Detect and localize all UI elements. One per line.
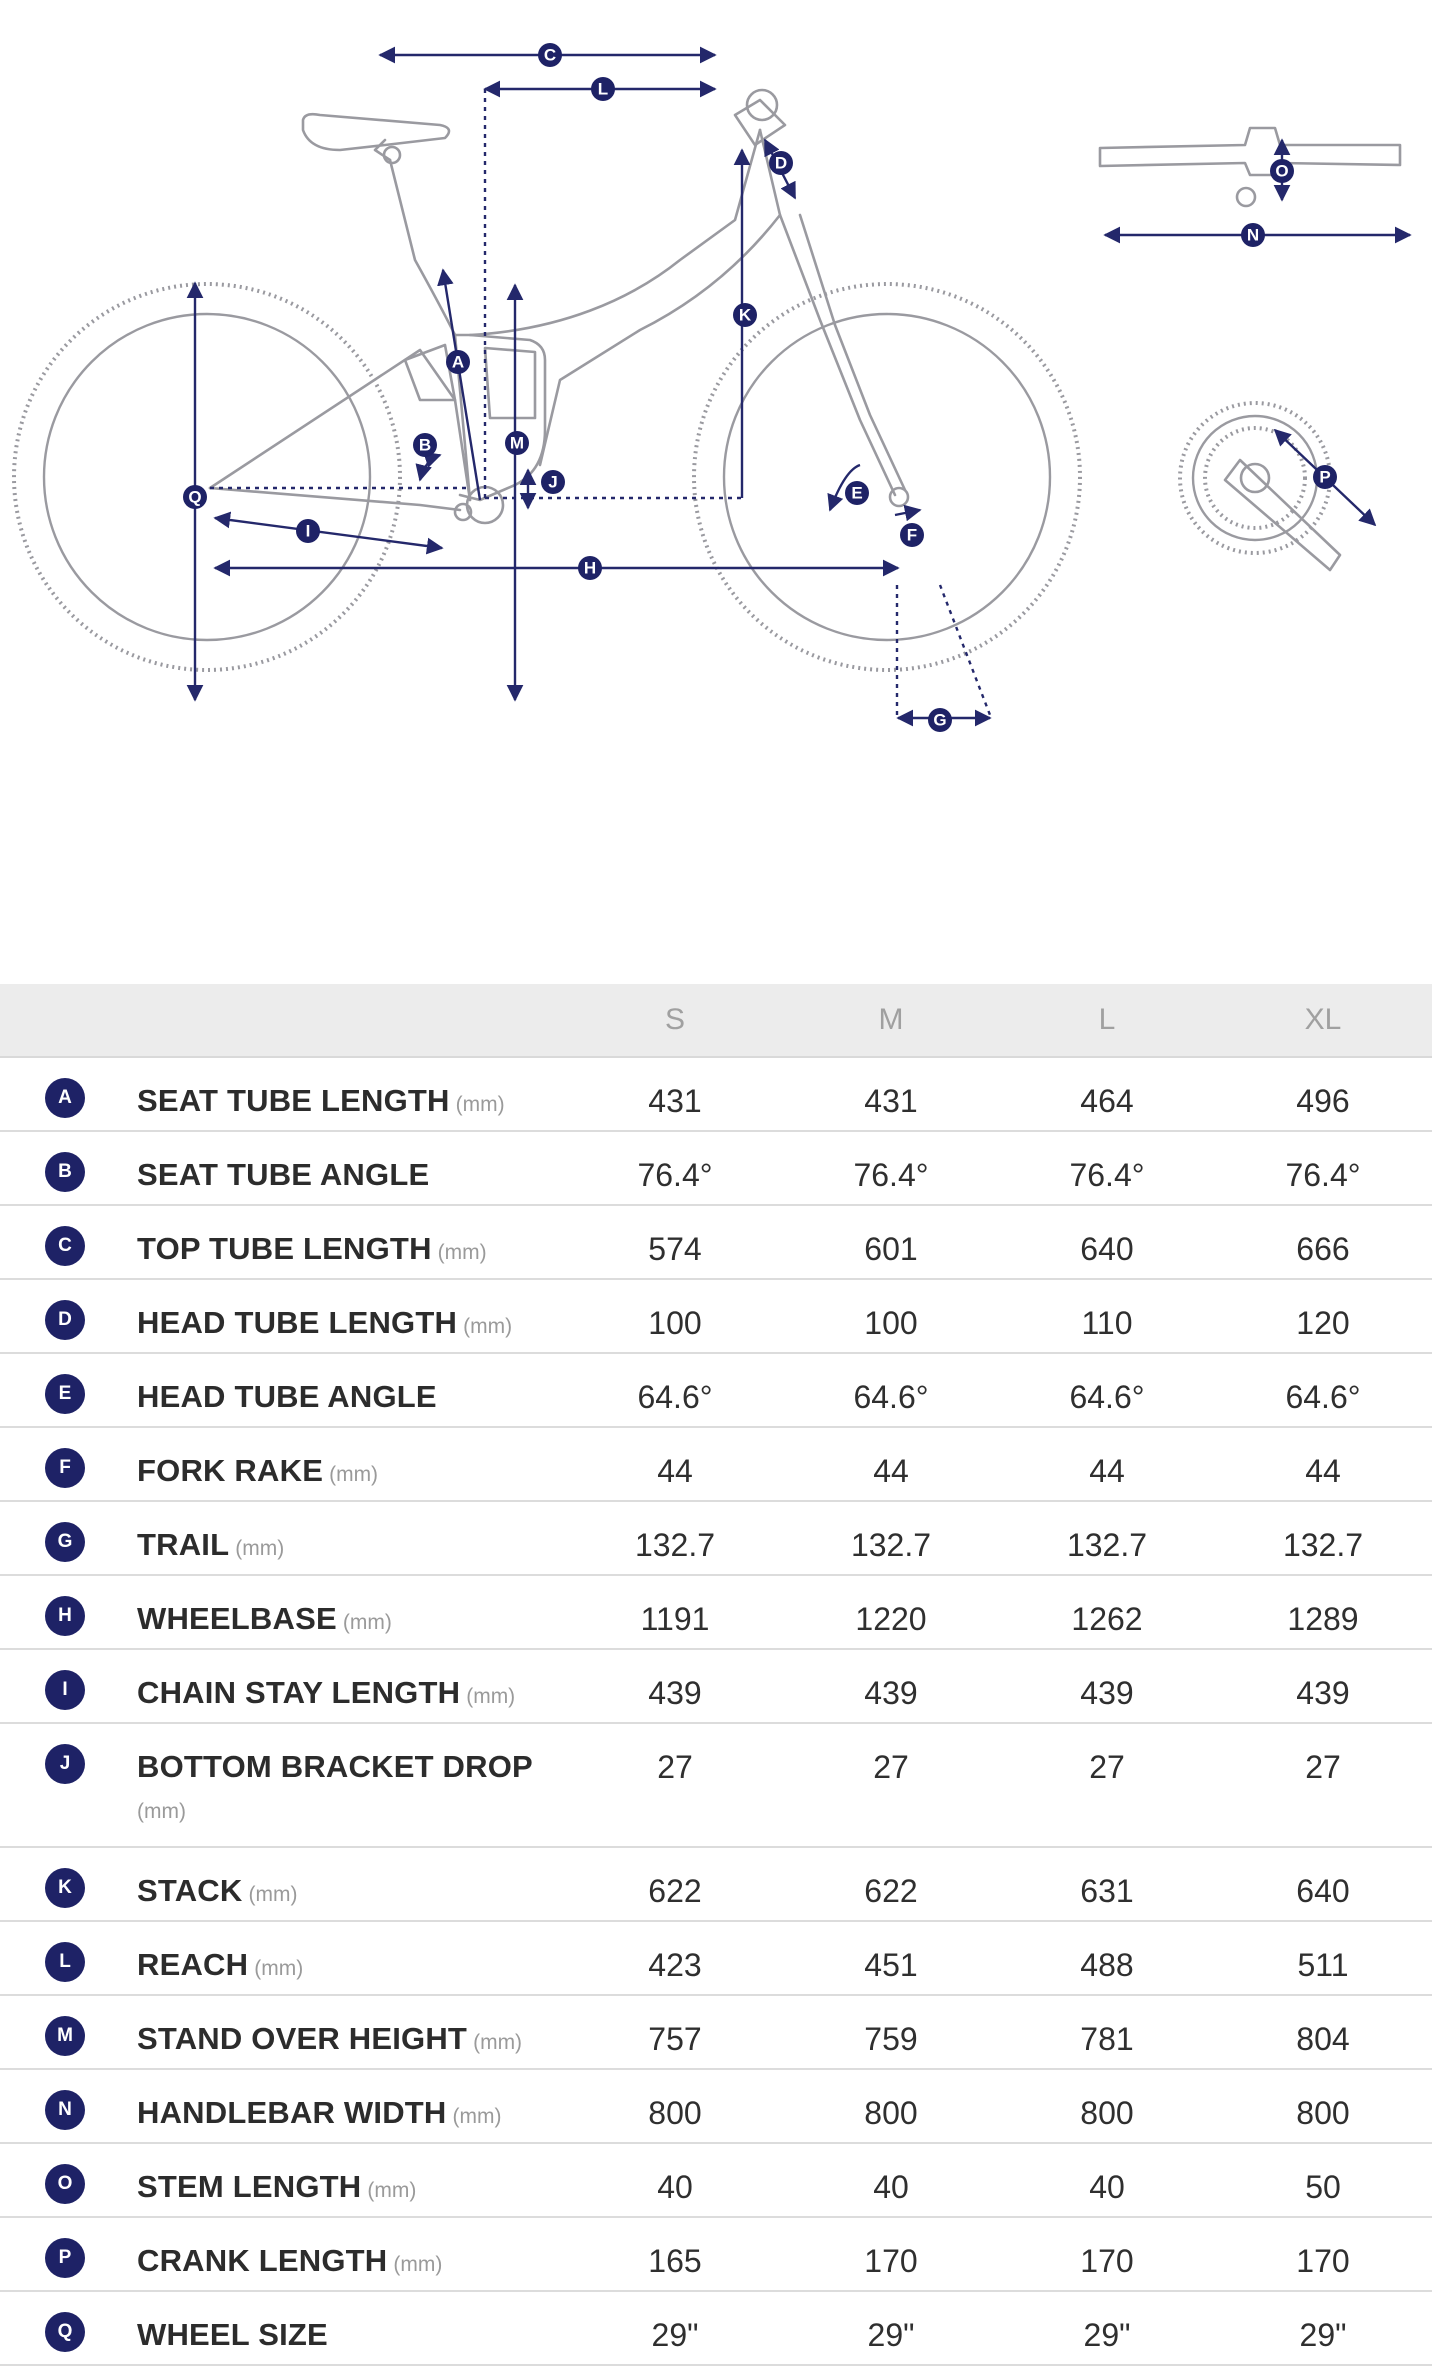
row-letter-badge: F [45, 1448, 85, 1488]
cell-l: 800 [1080, 2095, 1134, 2131]
row-letter-badge: B [45, 1152, 85, 1192]
marker-c [538, 43, 562, 67]
svg-text:E: E [851, 483, 863, 503]
size-header-s: S [664, 1003, 685, 1036]
cell-m: 601 [864, 1231, 918, 1267]
table-header-row [0, 984, 1432, 1058]
cell-xl: 170 [1296, 2243, 1350, 2279]
cockpit-icon [735, 90, 1400, 206]
row-letter-badge: K [45, 1868, 85, 1908]
row-label-text: TRAIL [137, 1527, 230, 1562]
row-label [137, 1520, 567, 1574]
svg-text:C: C [543, 45, 557, 65]
cell-xl: 44 [1305, 1453, 1341, 1489]
row-label [137, 2014, 567, 2068]
cell-l: 29" [1083, 2317, 1131, 2353]
table-row [0, 1058, 1432, 1132]
row-label-text: TOP TUBE LENGTH [137, 1231, 432, 1266]
cell-m: 170 [864, 2243, 918, 2279]
bike-geometry-drawing [0, 0, 1435, 900]
marker-h [578, 556, 602, 580]
cell-s: 40 [657, 2169, 693, 2205]
table-row [0, 1650, 1432, 1724]
row-letter-badge: O [45, 2164, 85, 2204]
cell-l: 1262 [1071, 1601, 1143, 1637]
table-row [0, 1724, 1432, 1848]
row-letter-badge: M [45, 2016, 85, 2056]
rear-wheel-icon [14, 284, 400, 670]
fork-icon [780, 215, 908, 506]
cell-l: 439 [1080, 1675, 1134, 1711]
geometry-diagram [0, 0, 1435, 900]
row-label [137, 1076, 567, 1130]
cell-l: 44 [1089, 1453, 1125, 1489]
row-label [137, 2088, 567, 2142]
row-label-text: FORK RAKE [137, 1453, 324, 1488]
row-unit: (mm) [473, 2031, 523, 2054]
cell-s: 574 [648, 1231, 702, 1267]
row-unit: (mm) [437, 1241, 487, 1264]
cell-s: 44 [657, 1453, 693, 1489]
row-unit: (mm) [466, 1685, 516, 1708]
cell-m: 451 [864, 1947, 918, 1983]
cell-m: 76.4° [853, 1157, 929, 1193]
svg-text:D: D [774, 153, 788, 173]
svg-text:Q: Q [188, 487, 202, 507]
size-header-l: L [1098, 1003, 1116, 1036]
marker-i [296, 519, 320, 543]
row-label [137, 1742, 567, 1832]
svg-text:J: J [548, 472, 558, 492]
table-row [0, 1206, 1432, 1280]
row-letter-badge: Q [45, 2312, 85, 2352]
row-label-text: STEM LENGTH [137, 2169, 362, 2204]
row-unit: (mm) [254, 1957, 304, 1980]
cell-l: 76.4° [1069, 1157, 1145, 1193]
svg-text:B: B [418, 435, 432, 455]
row-unit: (mm) [463, 1315, 513, 1338]
table-row [0, 1280, 1432, 1354]
cell-m: 431 [864, 1083, 918, 1119]
row-letter-badge: N [45, 2090, 85, 2130]
row-label [137, 1150, 567, 1204]
cell-l: 631 [1080, 1873, 1134, 1909]
marker-q [183, 485, 207, 509]
table-row [0, 1354, 1432, 1428]
cell-xl: 132.7 [1282, 1527, 1364, 1563]
cell-s: 76.4° [637, 1157, 713, 1193]
table-row [0, 2292, 1432, 2366]
table-row [0, 1576, 1432, 1650]
crankset-icon [1180, 403, 1340, 570]
row-label [137, 1668, 567, 1722]
row-label [137, 1940, 567, 1994]
row-label [137, 1224, 567, 1278]
row-letter-badge: C [45, 1226, 85, 1266]
marker-l [591, 77, 615, 101]
cell-s: 757 [648, 2021, 702, 2057]
marker-e [845, 481, 869, 505]
cell-xl: 76.4° [1285, 1157, 1361, 1193]
cell-xl: 511 [1297, 1947, 1349, 1983]
row-unit: (mm) [248, 1883, 298, 1906]
cell-s: 423 [648, 1947, 702, 1983]
marker-g [928, 708, 952, 732]
saddle-icon [303, 114, 449, 163]
svg-text:N: N [1246, 225, 1260, 245]
row-label-text: HEAD TUBE ANGLE [137, 1379, 437, 1414]
row-letter-badge: L [45, 1942, 85, 1982]
cell-m: 439 [864, 1675, 918, 1711]
cell-xl: 29" [1299, 2317, 1347, 2353]
row-unit: (mm) [455, 1093, 505, 1116]
row-unit: (mm) [452, 2105, 502, 2128]
cell-s: 100 [648, 1305, 702, 1341]
svg-text:I: I [305, 521, 311, 541]
row-label-text: SEAT TUBE ANGLE [137, 1157, 430, 1192]
marker-p [1313, 465, 1337, 489]
row-unit: (mm) [137, 1800, 186, 1823]
marker-n [1241, 223, 1265, 247]
table-row [0, 1996, 1432, 2070]
table-row [0, 2070, 1432, 2144]
cell-s: 800 [648, 2095, 702, 2131]
cell-l: 27 [1089, 1749, 1125, 1785]
table-row [0, 1502, 1432, 1576]
size-header-xl: XL [1304, 1003, 1342, 1036]
row-letter-badge: E [45, 1374, 85, 1414]
table-row [0, 2218, 1432, 2292]
svg-text:K: K [738, 305, 752, 325]
row-letter-badge: A [45, 1078, 85, 1118]
cell-xl: 64.6° [1285, 1379, 1361, 1415]
row-letter-badge: P [45, 2238, 85, 2278]
row-unit: (mm) [342, 1611, 392, 1634]
row-unit: (mm) [329, 1463, 379, 1486]
row-label-text: REACH [137, 1947, 249, 1982]
cell-xl: 50 [1305, 2169, 1341, 2205]
row-label-text: WHEEL SIZE [137, 2317, 328, 2352]
cell-m: 800 [864, 2095, 918, 2131]
svg-text:M: M [509, 433, 525, 453]
row-label-text: STACK [137, 1873, 243, 1908]
cell-s: 132.7 [634, 1527, 716, 1563]
svg-text:H: H [583, 558, 597, 578]
cell-l: 64.6° [1069, 1379, 1145, 1415]
cell-l: 40 [1089, 2169, 1125, 2205]
row-label-text: WHEELBASE [137, 1601, 337, 1636]
svg-text:F: F [906, 525, 918, 545]
cell-s: 439 [648, 1675, 702, 1711]
marker-d [769, 151, 793, 175]
table-row [0, 2144, 1432, 2218]
cell-l: 464 [1080, 1083, 1134, 1119]
size-header-m: M [878, 1003, 904, 1036]
marker-f [900, 523, 924, 547]
cell-s: 431 [648, 1083, 702, 1119]
row-label-text: SEAT TUBE LENGTH [137, 1083, 450, 1118]
cell-s: 622 [648, 1873, 702, 1909]
svg-text:A: A [451, 352, 465, 372]
cell-s: 64.6° [637, 1379, 713, 1415]
marker-b [413, 433, 437, 457]
row-label-text: HEAD TUBE LENGTH [137, 1305, 458, 1340]
row-label-text: CHAIN STAY LENGTH [137, 1675, 461, 1710]
row-label [137, 2310, 567, 2364]
marker-k [733, 303, 757, 327]
row-label-text: BOTTOM BRACKET DROP [137, 1749, 533, 1784]
table-row [0, 1848, 1432, 1922]
cell-s: 1191 [640, 1601, 710, 1637]
cell-xl: 804 [1296, 2021, 1350, 2057]
marker-j [541, 470, 565, 494]
row-label [137, 1298, 567, 1352]
svg-text:P: P [1319, 467, 1331, 487]
cell-l: 640 [1080, 1231, 1134, 1267]
table-row [0, 1428, 1432, 1502]
cell-s: 29" [651, 2317, 699, 2353]
cell-xl: 439 [1296, 1675, 1350, 1711]
cell-xl: 496 [1296, 1083, 1350, 1119]
row-label [137, 2162, 567, 2216]
table-row [0, 1132, 1432, 1206]
cell-s: 27 [657, 1749, 693, 1785]
svg-text:G: G [933, 710, 947, 730]
cell-m: 1220 [855, 1601, 927, 1637]
table-row [0, 1922, 1432, 1996]
row-label [137, 1446, 567, 1500]
cell-l: 132.7 [1066, 1527, 1148, 1563]
cell-m: 132.7 [850, 1527, 932, 1563]
row-letter-badge: G [45, 1522, 85, 1562]
cell-l: 110 [1081, 1305, 1133, 1341]
cell-m: 27 [873, 1749, 909, 1785]
row-label-text: HANDLEBAR WIDTH [137, 2095, 447, 2130]
geometry-table [0, 984, 1432, 2366]
cell-l: 170 [1080, 2243, 1134, 2279]
marker-a [446, 350, 470, 374]
cell-m: 100 [864, 1305, 918, 1341]
cell-m: 759 [864, 2021, 918, 2057]
svg-text:L: L [597, 79, 609, 99]
row-label [137, 2236, 567, 2290]
row-letter-badge: D [45, 1300, 85, 1340]
cell-xl: 120 [1296, 1305, 1350, 1341]
cell-m: 44 [873, 1453, 909, 1489]
svg-text:O: O [1275, 161, 1289, 181]
row-unit: (mm) [393, 2253, 443, 2276]
cell-xl: 800 [1296, 2095, 1350, 2131]
cell-m: 29" [867, 2317, 915, 2353]
cell-s: 165 [648, 2243, 702, 2279]
cell-m: 64.6° [853, 1379, 929, 1415]
row-label [137, 1866, 567, 1920]
cell-xl: 27 [1305, 1749, 1341, 1785]
cell-xl: 640 [1296, 1873, 1350, 1909]
row-label-text: STAND OVER HEIGHT [137, 2021, 468, 2056]
cell-xl: 666 [1296, 1231, 1350, 1267]
row-label [137, 1372, 567, 1426]
row-unit: (mm) [367, 2179, 417, 2202]
row-unit: (mm) [235, 1537, 285, 1560]
row-label [137, 1594, 567, 1648]
marker-o [1270, 159, 1294, 183]
marker-m [505, 431, 529, 455]
row-letter-badge: J [45, 1744, 85, 1784]
cell-xl: 1289 [1287, 1601, 1359, 1637]
cell-l: 781 [1080, 2021, 1134, 2057]
row-label-text: CRANK LENGTH [137, 2243, 388, 2278]
cell-l: 488 [1080, 1947, 1134, 1983]
cell-m: 622 [864, 1873, 918, 1909]
row-letter-badge: I [45, 1670, 85, 1710]
cell-m: 40 [873, 2169, 909, 2205]
row-letter-badge: H [45, 1596, 85, 1636]
